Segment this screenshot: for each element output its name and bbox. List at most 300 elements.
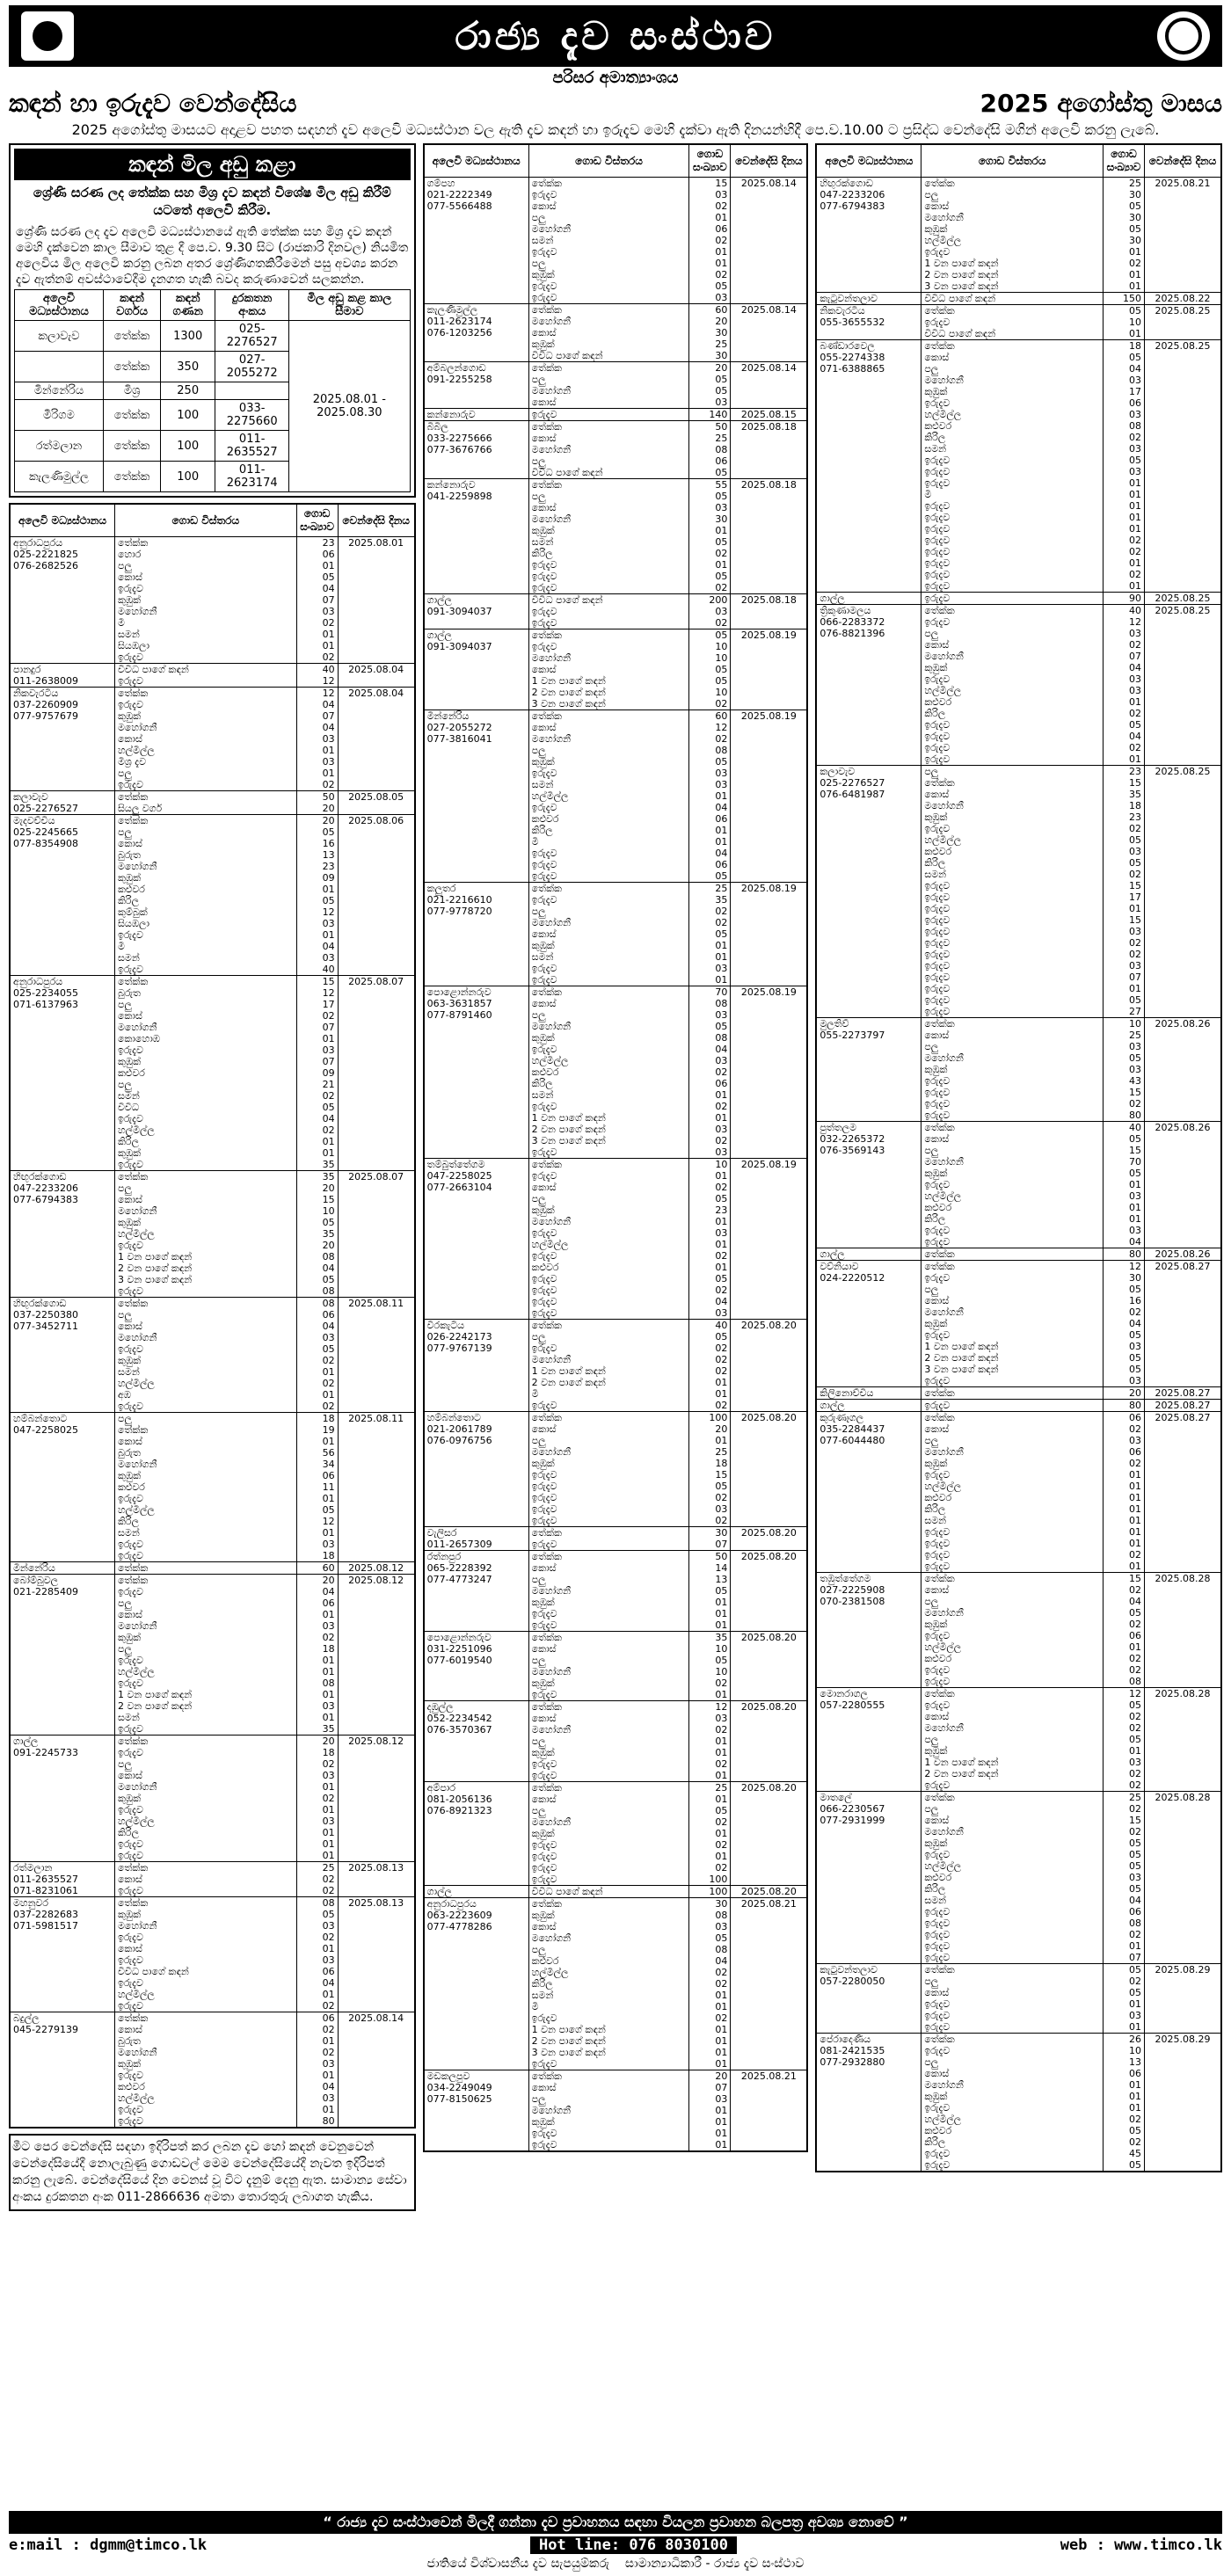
auction-date xyxy=(1145,903,1222,914)
location-cell xyxy=(816,1987,921,1998)
table-row xyxy=(10,1747,415,1758)
location-cell xyxy=(424,848,529,859)
location-cell xyxy=(816,1998,921,2010)
table-row xyxy=(424,1262,808,1273)
lot-description: මහෝගනී xyxy=(115,722,297,733)
location-cell: 063-2223609 xyxy=(424,1910,529,1921)
table-row xyxy=(816,823,1221,834)
table-row xyxy=(424,1758,808,1770)
table-row xyxy=(424,444,808,455)
lot-count: 02 xyxy=(689,269,731,280)
lot-description: කොස් xyxy=(528,1921,689,1932)
auction-date xyxy=(1145,280,1222,293)
lot-description: 2 වන පාගේ කඳන් xyxy=(115,1700,297,1712)
location-cell: රත්නපුර xyxy=(424,1551,529,1563)
location-cell xyxy=(10,906,115,918)
lot-description: කළුවර xyxy=(921,1653,1104,1664)
lot-count: 03 xyxy=(689,1009,731,1021)
table-row xyxy=(424,1307,808,1320)
table-row xyxy=(816,1052,1221,1064)
lot-count: 15 xyxy=(1104,777,1145,789)
lot-description: තේක්ක xyxy=(115,1575,297,1587)
table-row xyxy=(10,699,415,710)
location-cell xyxy=(424,212,529,223)
location-cell xyxy=(816,1929,921,1940)
table-row xyxy=(424,491,808,502)
auction-date: 2025.08.11 xyxy=(338,1413,415,1425)
lot-count: 20 xyxy=(296,815,338,827)
lot-count: 01 xyxy=(296,929,338,941)
table-row xyxy=(816,800,1221,811)
table-row xyxy=(816,2125,1221,2136)
table-row xyxy=(10,1977,415,1989)
location-cell xyxy=(816,937,921,949)
table-row xyxy=(816,1641,1221,1653)
table-row xyxy=(816,466,1221,477)
lot-description: පලු xyxy=(921,1435,1104,1446)
table-row xyxy=(424,698,808,710)
lot-description: කොස් xyxy=(921,200,1104,212)
location-cell xyxy=(424,455,529,467)
table-row xyxy=(10,1459,415,1470)
lot-description: ඉරුදැව xyxy=(115,1401,297,1413)
lot-description: කිරිල xyxy=(921,1503,1104,1515)
lot-description: කොස් xyxy=(115,1010,297,1022)
location-cell: ගාල්ල xyxy=(816,1400,921,1412)
auction-date xyxy=(338,1770,415,1781)
auction-date xyxy=(1145,1190,1222,1202)
table-row xyxy=(10,791,415,804)
lot-count: 03 xyxy=(296,2092,338,2104)
lot-description: කිරිල xyxy=(115,895,297,906)
lot-description: කොස් xyxy=(921,1030,1104,1041)
auction-date: 2025.08.05 xyxy=(338,791,415,804)
lot-description: ඉරුදැව xyxy=(921,1526,1104,1538)
lot-description: ඉරුදැව xyxy=(921,397,1104,409)
lot-count: 55 xyxy=(689,479,731,491)
auction-date xyxy=(338,1666,415,1677)
lot-description: ඉරුදැව xyxy=(115,1586,297,1597)
auction-date xyxy=(731,1666,808,1677)
location-cell xyxy=(816,869,921,880)
location-cell xyxy=(424,928,529,940)
auction-date xyxy=(731,1262,808,1273)
location-cell xyxy=(816,880,921,891)
auction-date xyxy=(1145,1906,1222,1917)
lot-description: තේක්ක xyxy=(528,362,689,375)
auction-date xyxy=(338,1136,415,1147)
auction-date: 2025.08.13 xyxy=(338,1862,415,1874)
lot-count: 05 xyxy=(1104,455,1145,466)
location-cell: අනුරාධපුරය xyxy=(10,976,115,988)
lot-count: 02 xyxy=(1104,949,1145,960)
table-row xyxy=(424,1898,808,1910)
location-cell xyxy=(424,1515,529,1527)
auction-date xyxy=(1145,420,1222,432)
lot-count: 40 xyxy=(296,964,338,976)
lot-count: 02 xyxy=(296,1793,338,1804)
lot-count: 01 xyxy=(689,1990,731,2001)
lot-count: 05 xyxy=(689,756,731,768)
lot-count: 03 xyxy=(296,1044,338,1056)
lot-description: පලු xyxy=(115,1182,297,1194)
lot-count: 07 xyxy=(689,1539,731,1551)
location-cell xyxy=(10,1838,115,1850)
lot-count: 01 xyxy=(296,1712,338,1723)
location-cell xyxy=(424,1492,529,1503)
lot-count: 07 xyxy=(1104,1952,1145,1964)
lot-description: ඉරුදැව xyxy=(921,914,1104,926)
auction-date xyxy=(731,1377,808,1388)
location-cell xyxy=(816,994,921,1006)
lot-count: 01 xyxy=(689,1828,731,1839)
table-row xyxy=(10,1424,415,1436)
lot-description: 2 වන පාගේ කඳන් xyxy=(528,1377,689,1388)
auction-date xyxy=(731,2093,808,2105)
lot-count: 03 xyxy=(1104,1872,1145,1883)
lot-description: මහෝගනී xyxy=(115,1205,297,1217)
auction-date xyxy=(338,560,415,571)
location-cell xyxy=(816,834,921,846)
location-cell xyxy=(816,662,921,673)
auction-date xyxy=(731,235,808,246)
lot-description: සමන් xyxy=(115,629,297,640)
location-cell xyxy=(424,548,529,559)
lot-count: 04 xyxy=(689,1955,731,1967)
location-cell xyxy=(816,1202,921,1213)
table-row xyxy=(424,421,808,433)
lot-description: කුඹුක් xyxy=(115,1470,297,1481)
location-cell: 011-2638009 xyxy=(10,675,115,688)
lot-description: පලු xyxy=(528,1435,689,1446)
lot-count: 05 xyxy=(1104,1734,1145,1745)
lot-count: 01 xyxy=(1104,269,1145,280)
table-row xyxy=(816,1133,1221,1145)
lot-count: 05 xyxy=(1104,223,1145,235)
table-row xyxy=(10,1147,415,1159)
header-location: අලෙවි මධ්‍යස්ථානය xyxy=(816,144,921,178)
lot-description: ඉරුදැව xyxy=(528,1839,689,1851)
table-row xyxy=(10,1862,415,1874)
table-row xyxy=(816,1261,1221,1273)
table-row xyxy=(10,976,415,988)
auction-date xyxy=(338,1355,415,1366)
auction-date xyxy=(731,1515,808,1527)
auction-date xyxy=(1145,983,1222,994)
lot-count: 50 xyxy=(296,791,338,804)
table-row xyxy=(424,722,808,733)
lot-description: පලු xyxy=(115,560,297,571)
auction-date xyxy=(338,1321,415,1332)
lot-count: 30 xyxy=(689,513,731,525)
lot-count: 01 xyxy=(296,884,338,895)
lot-count: 03 xyxy=(296,1770,338,1781)
auction-date xyxy=(731,1932,808,1944)
lot-description: කළුවර xyxy=(115,1067,297,1079)
table-row xyxy=(424,848,808,859)
location-cell: බෝම්බුවල xyxy=(10,1575,115,1587)
lot-description: තේක්ක xyxy=(528,986,689,999)
depot-header-loc: අලෙවි මධ්‍යස්ථානය xyxy=(15,290,104,321)
lot-description: 2 වන පාගේ කඳන් xyxy=(921,269,1104,280)
lot-description: තේක්ක xyxy=(115,976,297,988)
auction-date xyxy=(731,467,808,479)
location-cell xyxy=(424,1377,529,1388)
auction-date xyxy=(1145,235,1222,246)
location-cell xyxy=(816,1156,921,1168)
table-row xyxy=(424,1354,808,1365)
table-row xyxy=(10,1874,415,1885)
lot-description: මහෝගනී xyxy=(528,1816,689,1828)
auction-date: 2025.08.14 xyxy=(731,362,808,375)
table-row xyxy=(816,1435,1221,1446)
location-cell xyxy=(10,1389,115,1401)
table-row xyxy=(424,338,808,350)
lot-description: ඉරුදැව xyxy=(115,1655,297,1666)
auction-date: 2025.08.29 xyxy=(1145,1964,1222,1976)
auction-date xyxy=(1145,628,1222,639)
table-row xyxy=(424,1689,808,1701)
auction-date xyxy=(338,1459,415,1470)
table-row xyxy=(10,2012,415,2025)
lot-description: මහෝගනී xyxy=(115,1920,297,1932)
table-row xyxy=(424,906,808,917)
auction-date xyxy=(338,803,415,815)
auction-date xyxy=(1145,1318,1222,1329)
auction-date xyxy=(731,1585,808,1597)
lot-description: විවිධ පාගේ කඳන් xyxy=(528,594,689,607)
auction-date xyxy=(1145,1619,1222,1630)
auction-date xyxy=(731,652,808,664)
table-row xyxy=(10,1850,415,1862)
table-row xyxy=(816,1664,1221,1676)
auction-date xyxy=(1145,1168,1222,1179)
auction-date xyxy=(731,870,808,883)
auction-date xyxy=(731,1677,808,1689)
auction-date xyxy=(731,1204,808,1216)
location-cell xyxy=(424,1021,529,1032)
lot-count: 05 xyxy=(296,1217,338,1228)
lot-description: තේක්ක xyxy=(528,1782,689,1794)
auction-date xyxy=(338,1424,415,1436)
depot-phone: 033-2275660 xyxy=(215,400,289,431)
lot-count: 10 xyxy=(689,1666,731,1677)
auction-date xyxy=(338,1758,415,1770)
lot-count: 01 xyxy=(689,559,731,571)
table-row xyxy=(10,1389,415,1401)
table-row xyxy=(424,280,808,292)
auction-date xyxy=(338,1943,415,1954)
location-cell xyxy=(424,525,529,536)
lot-description: ඉරුදැව xyxy=(115,583,297,594)
location-cell xyxy=(816,1213,921,1225)
table-row xyxy=(424,2024,808,2035)
auction-date xyxy=(731,571,808,582)
lot-description: ඉරුදැව xyxy=(921,1272,1104,1284)
lot-count: 30 xyxy=(1104,235,1145,246)
location-cell xyxy=(424,292,529,304)
lot-description: ඉරුදැව xyxy=(115,1932,297,1943)
location-cell xyxy=(424,502,529,513)
table-row xyxy=(424,1009,808,1021)
auction-date xyxy=(1145,914,1222,926)
depot-count: 350 xyxy=(161,352,215,382)
table-row xyxy=(10,549,415,560)
lot-description: ඉරුදැව xyxy=(528,1469,689,1481)
location-cell xyxy=(10,1102,115,1113)
location-cell: 047-2233206 xyxy=(10,1182,115,1194)
location-cell: අම්බලන්ගොඩ xyxy=(424,362,529,375)
location-cell xyxy=(424,1055,529,1066)
lot-description: අඹ xyxy=(115,1389,297,1401)
location-cell: 071-5981517 xyxy=(10,1920,115,1932)
location-cell: හිඟුරක්ගොඩ xyxy=(10,1298,115,1310)
lot-description: පලු xyxy=(528,212,689,223)
location-cell xyxy=(424,1816,529,1828)
lot-count: 01 xyxy=(689,525,731,536)
table-row xyxy=(10,918,415,929)
auction-date xyxy=(731,1655,808,1666)
location-cell xyxy=(424,1388,529,1400)
auction-date xyxy=(731,1597,808,1608)
lot-count: 06 xyxy=(1104,2068,1145,2079)
lot-count: 02 xyxy=(1104,1664,1145,1676)
table-row xyxy=(424,675,808,687)
table-row xyxy=(816,742,1221,753)
lot-description: කුඹුක් xyxy=(115,1056,297,1067)
location-cell xyxy=(816,1098,921,1110)
auction-date xyxy=(731,223,808,235)
lot-count: 02 xyxy=(296,1355,338,1366)
table-row xyxy=(424,1044,808,1055)
table-row xyxy=(10,1481,415,1493)
auction-date xyxy=(1145,432,1222,443)
lot-description: 1 වන පාගේ කඳන් xyxy=(115,1251,297,1263)
location-cell xyxy=(816,420,921,432)
location-cell xyxy=(10,1366,115,1378)
auction-date xyxy=(338,1481,415,1493)
lot-count: 05 xyxy=(296,826,338,838)
auction-date xyxy=(1145,1722,1222,1734)
auction-date xyxy=(338,849,415,861)
location-cell: 091-3094037 xyxy=(424,641,529,652)
lot-count: 05 xyxy=(1104,1133,1145,1145)
lot-description: ඉරුදැව xyxy=(115,1285,297,1298)
auction-date xyxy=(731,246,808,258)
location-cell: 025-2276527 xyxy=(10,803,115,815)
lot-count: 02 xyxy=(296,1932,338,1943)
table-row xyxy=(816,1734,1221,1745)
lot-description: තේක්ක xyxy=(921,1964,1104,1976)
lot-count: 40 xyxy=(1104,1122,1145,1134)
location-cell: හම්බන්තොට xyxy=(10,1413,115,1425)
table-row xyxy=(10,826,415,838)
location-cell: 077-6794383 xyxy=(816,200,921,212)
table-row xyxy=(424,617,808,629)
table-row xyxy=(816,1584,1221,1596)
location-cell: 070-2381508 xyxy=(816,1596,921,1607)
auction-date xyxy=(338,1401,415,1413)
auction-date xyxy=(1145,2045,1222,2056)
lot-count: 01 xyxy=(1104,1213,1145,1225)
location-cell: කන්නොරුව xyxy=(424,409,529,421)
auction-date xyxy=(338,884,415,895)
lot-description: කොස් xyxy=(115,2024,297,2035)
location-cell: 047-2258025 xyxy=(424,1170,529,1182)
lot-description: කුඹුක් xyxy=(528,269,689,280)
auction-date xyxy=(338,1228,415,1240)
lot-description: ඉරුදැව xyxy=(528,2128,689,2139)
table-row xyxy=(816,1387,1221,1400)
location-cell xyxy=(424,974,529,986)
lot-description: කිරිල xyxy=(921,2136,1104,2148)
lot-description: ඉරුදැව xyxy=(921,1225,1104,1236)
location-cell xyxy=(816,1779,921,1792)
lot-count: 02 xyxy=(1104,432,1145,443)
location-cell: 091-2245733 xyxy=(10,1747,115,1758)
lot-description: මහෝගනී xyxy=(115,1620,297,1632)
lot-description: කිරිල xyxy=(921,708,1104,719)
table-row xyxy=(424,974,808,986)
table-row xyxy=(816,293,1221,305)
auction-date xyxy=(338,1159,415,1171)
lot-description: කුඹුක් xyxy=(528,1747,689,1758)
auction-date xyxy=(1145,1375,1222,1387)
depot-loc: කලාවැව xyxy=(15,321,104,352)
table-row xyxy=(10,1539,415,1550)
location-cell xyxy=(10,1136,115,1147)
lot-count: 01 xyxy=(296,768,338,779)
lot-count: 08 xyxy=(1104,420,1145,432)
lot-count: 03 xyxy=(1104,673,1145,685)
lot-count: 01 xyxy=(296,1436,338,1447)
location-cell xyxy=(10,1943,115,1954)
table-row xyxy=(424,894,808,906)
lot-count: 03 xyxy=(1104,1341,1145,1352)
lot-count: 02 xyxy=(1104,1779,1145,1792)
depot-phone: 025-2276527 xyxy=(215,321,289,352)
table-row xyxy=(816,2068,1221,2079)
depot-header-type: කඳන් වර්ගය xyxy=(103,290,160,321)
auction-date xyxy=(1145,1711,1222,1722)
lot-count: 35 xyxy=(689,894,731,906)
lot-description: ඉරුදැව xyxy=(921,1676,1104,1688)
table-row xyxy=(816,1917,1221,1929)
auction-date xyxy=(1145,994,1222,1006)
location-cell: 077-4778286 xyxy=(424,1921,529,1932)
lot-count: 15 xyxy=(1104,1815,1145,1826)
lot-description: සියලු වර්ග xyxy=(115,803,297,815)
lot-description: කුඹුක් xyxy=(115,710,297,722)
lot-count: 08 xyxy=(689,998,731,1009)
lot-description: ඉරුදැව xyxy=(921,1561,1104,1573)
location-cell xyxy=(10,1022,115,1033)
table-row xyxy=(10,1274,415,1285)
location-cell xyxy=(816,1041,921,1052)
lot-description: කොස් xyxy=(528,1794,689,1805)
lot-description: පලු xyxy=(528,1944,689,1955)
table-row xyxy=(816,2136,1221,2148)
lot-count: 01 xyxy=(1104,280,1145,293)
lot-count: 03 xyxy=(1104,443,1145,455)
lot-count: 01 xyxy=(689,2001,731,2012)
lot-count: 01 xyxy=(296,1655,338,1666)
lot-description: ඉරුදැව xyxy=(115,1493,297,1504)
table-row xyxy=(424,1032,808,1044)
location-cell xyxy=(424,1354,529,1365)
location-cell: මඩකලපුව xyxy=(424,2070,529,2083)
lot-description: තේක්ක xyxy=(528,421,689,433)
